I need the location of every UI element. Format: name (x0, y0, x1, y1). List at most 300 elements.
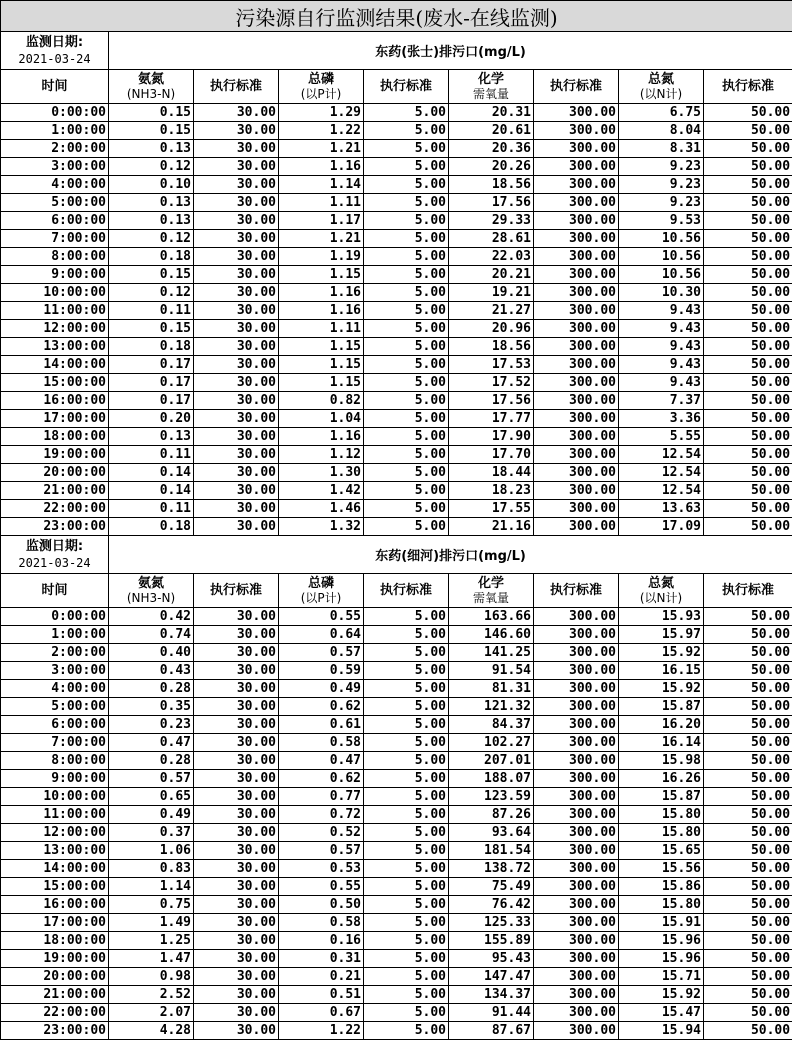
cell-cod: 95.43 (449, 950, 534, 968)
cell-cod-standard: 300.00 (534, 392, 619, 410)
cell-tp: 1.14 (279, 176, 364, 194)
cell-cod-standard: 300.00 (534, 500, 619, 518)
cell-tp: 0.47 (279, 752, 364, 770)
cell-nh3n: 0.17 (109, 356, 194, 374)
cell-nh3n: 0.18 (109, 338, 194, 356)
cell-tn: 16.14 (619, 734, 704, 752)
cell-tp-standard: 5.00 (364, 986, 449, 1004)
column-header-row (1, 70, 792, 104)
cell-tp-standard: 5.00 (364, 446, 449, 464)
cell-tn-standard: 50.00 (704, 248, 792, 266)
cell-cod-standard: 300.00 (534, 662, 619, 680)
cell-cod-standard: 300.00 (534, 428, 619, 446)
table-row (1, 176, 792, 194)
cell-cod: 18.56 (449, 338, 534, 356)
cell-tp-standard: 5.00 (364, 644, 449, 662)
cell-tn: 15.96 (619, 950, 704, 968)
cell-nh3n-standard: 30.00 (194, 698, 279, 716)
column-header-nh3n (109, 574, 194, 608)
column-header-tn-standard (704, 70, 792, 104)
cell-tp-standard: 5.00 (364, 662, 449, 680)
cell-tn-standard: 50.00 (704, 626, 792, 644)
cell-tp: 1.46 (279, 500, 364, 518)
cell-tp: 1.11 (279, 320, 364, 338)
column-header-line1: 氨氮 (137, 71, 164, 87)
cell-nh3n: 0.28 (109, 752, 194, 770)
cell-tn-standard: 50.00 (704, 644, 792, 662)
cell-nh3n-standard: 30.00 (194, 230, 279, 248)
monitoring-date-value: 2021-03-24 (18, 51, 91, 66)
table-row (1, 1004, 792, 1022)
cell-cod: 91.44 (449, 1004, 534, 1022)
cell-tp-standard: 5.00 (364, 212, 449, 230)
cell-tn: 9.43 (619, 374, 704, 392)
cell-nh3n: 0.13 (109, 140, 194, 158)
cell-cod: 20.36 (449, 140, 534, 158)
cell-tn-standard: 50.00 (704, 104, 792, 122)
cell-tn-standard: 50.00 (704, 770, 792, 788)
cell-tp: 1.16 (279, 302, 364, 320)
cell-tn: 8.04 (619, 122, 704, 140)
cell-nh3n-standard: 30.00 (194, 1022, 279, 1040)
cell-nh3n: 0.12 (109, 158, 194, 176)
table-row (1, 356, 792, 374)
table-row (1, 860, 792, 878)
cell-nh3n-standard: 30.00 (194, 500, 279, 518)
table-row (1, 230, 792, 248)
cell-time: 12:00:00 (1, 824, 109, 842)
cell-time: 12:00:00 (1, 320, 109, 338)
cell-nh3n-standard: 30.00 (194, 878, 279, 896)
cell-nh3n: 0.11 (109, 446, 194, 464)
cell-tp: 1.15 (279, 374, 364, 392)
table-row (1, 878, 792, 896)
cell-tp: 0.50 (279, 896, 364, 914)
column-header-tp-standard (364, 70, 449, 104)
cell-time: 1:00:00 (1, 122, 109, 140)
cell-nh3n-standard: 30.00 (194, 266, 279, 284)
cell-time: 21:00:00 (1, 482, 109, 500)
cell-cod-standard: 300.00 (534, 716, 619, 734)
cell-nh3n: 0.13 (109, 428, 194, 446)
table-row (1, 698, 792, 716)
cell-tn-standard: 50.00 (704, 266, 792, 284)
table-row (1, 608, 792, 626)
cell-tp: 1.15 (279, 338, 364, 356)
cell-tp-standard: 5.00 (364, 896, 449, 914)
cell-tp: 0.64 (279, 626, 364, 644)
cell-tp: 0.58 (279, 914, 364, 932)
cell-nh3n: 0.14 (109, 464, 194, 482)
table-row (1, 626, 792, 644)
column-header-tn-standard (704, 574, 792, 608)
cell-tn-standard: 50.00 (704, 500, 792, 518)
column-header-nh3n-standard (194, 70, 279, 104)
cell-time: 15:00:00 (1, 374, 109, 392)
cell-cod: 134.37 (449, 986, 534, 1004)
cell-cod-standard: 300.00 (534, 860, 619, 878)
cell-tp-standard: 5.00 (364, 878, 449, 896)
cell-nh3n-standard: 30.00 (194, 320, 279, 338)
cell-tn-standard: 50.00 (704, 950, 792, 968)
table-row (1, 284, 792, 302)
table-row (1, 644, 792, 662)
table-row (1, 122, 792, 140)
cell-cod-standard: 300.00 (534, 806, 619, 824)
cell-tn-standard: 50.00 (704, 518, 792, 536)
table-row (1, 932, 792, 950)
cell-nh3n-standard: 30.00 (194, 716, 279, 734)
cell-cod-standard: 300.00 (534, 932, 619, 950)
column-header-line1: 执行标准 (722, 78, 775, 94)
table-row (1, 428, 792, 446)
cell-tn: 15.92 (619, 986, 704, 1004)
cell-tn-standard: 50.00 (704, 824, 792, 842)
cell-tn: 5.55 (619, 428, 704, 446)
column-header-line2: 需氧量 (472, 590, 509, 605)
cell-nh3n: 0.12 (109, 230, 194, 248)
column-header-line1: 氨氮 (137, 575, 164, 591)
cell-tn: 9.43 (619, 338, 704, 356)
cell-cod-standard: 300.00 (534, 248, 619, 266)
cell-tp: 1.16 (279, 284, 364, 302)
cell-tn: 15.80 (619, 824, 704, 842)
cell-tp-standard: 5.00 (364, 194, 449, 212)
cell-time: 22:00:00 (1, 1004, 109, 1022)
cell-tp: 0.16 (279, 932, 364, 950)
cell-nh3n: 0.14 (109, 482, 194, 500)
cell-cod-standard: 300.00 (534, 356, 619, 374)
cell-cod-standard: 300.00 (534, 752, 619, 770)
cell-cod: 17.55 (449, 500, 534, 518)
table-row (1, 788, 792, 806)
cell-cod: 121.32 (449, 698, 534, 716)
cell-cod-standard: 300.00 (534, 464, 619, 482)
cell-tp-standard: 5.00 (364, 788, 449, 806)
cell-tp: 1.22 (279, 1022, 364, 1040)
cell-time: 11:00:00 (1, 806, 109, 824)
column-header-line1: 执行标准 (379, 582, 432, 598)
cell-nh3n: 0.10 (109, 176, 194, 194)
cell-tn: 9.43 (619, 320, 704, 338)
table-row (1, 374, 792, 392)
cell-tp: 1.32 (279, 518, 364, 536)
cell-tn-standard: 50.00 (704, 410, 792, 428)
cell-time: 14:00:00 (1, 356, 109, 374)
cell-cod-standard: 300.00 (534, 176, 619, 194)
cell-cod: 18.44 (449, 464, 534, 482)
column-header-tn (619, 574, 704, 608)
cell-time: 20:00:00 (1, 968, 109, 986)
cell-time: 13:00:00 (1, 338, 109, 356)
cell-tn-standard: 50.00 (704, 392, 792, 410)
cell-nh3n: 1.25 (109, 932, 194, 950)
cell-tn-standard: 50.00 (704, 932, 792, 950)
monitoring-date (1, 536, 109, 574)
cell-time: 8:00:00 (1, 248, 109, 266)
cell-nh3n-standard: 30.00 (194, 788, 279, 806)
table-row (1, 986, 792, 1004)
monitoring-date-label: 监测日期: (25, 538, 84, 554)
cell-tn: 10.56 (619, 248, 704, 266)
cell-tp-standard: 5.00 (364, 230, 449, 248)
cell-tn-standard: 50.00 (704, 680, 792, 698)
cell-tn-standard: 50.00 (704, 428, 792, 446)
cell-nh3n-standard: 30.00 (194, 446, 279, 464)
cell-tn: 13.63 (619, 500, 704, 518)
cell-tp: 0.82 (279, 392, 364, 410)
cell-tp-standard: 5.00 (364, 410, 449, 428)
cell-nh3n-standard: 30.00 (194, 482, 279, 500)
cell-tp: 0.62 (279, 770, 364, 788)
table-row (1, 518, 792, 536)
cell-cod-standard: 300.00 (534, 986, 619, 1004)
column-header-line2: (以N计) (639, 590, 683, 605)
cell-tp: 1.30 (279, 464, 364, 482)
cell-time: 19:00:00 (1, 950, 109, 968)
cell-nh3n-standard: 30.00 (194, 302, 279, 320)
cell-time: 21:00:00 (1, 986, 109, 1004)
cell-time: 15:00:00 (1, 878, 109, 896)
cell-nh3n: 0.83 (109, 860, 194, 878)
cell-time: 2:00:00 (1, 644, 109, 662)
cell-nh3n: 0.75 (109, 896, 194, 914)
cell-tn-standard: 50.00 (704, 194, 792, 212)
cell-tn-standard: 50.00 (704, 374, 792, 392)
cell-tp: 0.49 (279, 680, 364, 698)
table-row (1, 194, 792, 212)
cell-cod-standard: 300.00 (534, 1004, 619, 1022)
cell-tn: 15.98 (619, 752, 704, 770)
cell-nh3n-standard: 30.00 (194, 338, 279, 356)
cell-nh3n: 0.23 (109, 716, 194, 734)
cell-tp-standard: 5.00 (364, 266, 449, 284)
cell-cod-standard: 300.00 (534, 302, 619, 320)
column-header-nh3n (109, 70, 194, 104)
cell-cod: 22.03 (449, 248, 534, 266)
cell-cod-standard: 300.00 (534, 320, 619, 338)
cell-cod-standard: 300.00 (534, 140, 619, 158)
cell-tn-standard: 50.00 (704, 662, 792, 680)
cell-cod-standard: 300.00 (534, 878, 619, 896)
cell-tn: 8.31 (619, 140, 704, 158)
cell-cod-standard: 300.00 (534, 698, 619, 716)
cell-tp-standard: 5.00 (364, 284, 449, 302)
cell-nh3n-standard: 30.00 (194, 914, 279, 932)
section-info-row (1, 536, 792, 574)
cell-cod: 17.56 (449, 392, 534, 410)
cell-nh3n: 0.15 (109, 320, 194, 338)
cell-tp: 1.15 (279, 266, 364, 284)
cell-tp-standard: 5.00 (364, 734, 449, 752)
cell-cod-standard: 300.00 (534, 266, 619, 284)
cell-tp: 1.19 (279, 248, 364, 266)
cell-nh3n: 0.15 (109, 266, 194, 284)
cell-tn-standard: 50.00 (704, 734, 792, 752)
cell-cod: 75.49 (449, 878, 534, 896)
cell-nh3n-standard: 30.00 (194, 968, 279, 986)
cell-nh3n-standard: 30.00 (194, 842, 279, 860)
column-header-line1: 执行标准 (549, 582, 602, 598)
cell-tp: 1.12 (279, 446, 364, 464)
cell-tn-standard: 50.00 (704, 716, 792, 734)
cell-tp-standard: 5.00 (364, 104, 449, 122)
cell-time: 20:00:00 (1, 464, 109, 482)
cell-time: 5:00:00 (1, 194, 109, 212)
cell-tp: 0.55 (279, 878, 364, 896)
cell-tn-standard: 50.00 (704, 806, 792, 824)
table-row (1, 104, 792, 122)
cell-tn: 15.47 (619, 1004, 704, 1022)
cell-time: 3:00:00 (1, 158, 109, 176)
cell-time: 7:00:00 (1, 230, 109, 248)
cell-tp: 1.42 (279, 482, 364, 500)
cell-nh3n-standard: 30.00 (194, 428, 279, 446)
cell-nh3n: 0.49 (109, 806, 194, 824)
cell-nh3n-standard: 30.00 (194, 104, 279, 122)
cell-tn-standard: 50.00 (704, 986, 792, 1004)
cell-tn-standard: 50.00 (704, 608, 792, 626)
table-row (1, 716, 792, 734)
cell-tn-standard: 50.00 (704, 788, 792, 806)
cell-cod-standard: 300.00 (534, 950, 619, 968)
cell-time: 18:00:00 (1, 932, 109, 950)
cell-tn: 12.54 (619, 464, 704, 482)
cell-tp-standard: 5.00 (364, 392, 449, 410)
cell-tp: 0.51 (279, 986, 364, 1004)
column-header-line1: 总磷 (307, 575, 334, 591)
cell-nh3n: 0.13 (109, 194, 194, 212)
cell-cod-standard: 300.00 (534, 518, 619, 536)
table-row (1, 338, 792, 356)
cell-tn-standard: 50.00 (704, 896, 792, 914)
cell-cod: 181.54 (449, 842, 534, 860)
table-row (1, 446, 792, 464)
cell-cod: 20.26 (449, 158, 534, 176)
cell-nh3n-standard: 30.00 (194, 176, 279, 194)
cell-tn: 15.94 (619, 1022, 704, 1040)
cell-time: 6:00:00 (1, 716, 109, 734)
cell-tn-standard: 50.00 (704, 212, 792, 230)
cell-tn: 10.56 (619, 230, 704, 248)
column-header-cod-standard (534, 70, 619, 104)
cell-nh3n-standard: 30.00 (194, 158, 279, 176)
table-row (1, 248, 792, 266)
cell-cod: 17.56 (449, 194, 534, 212)
column-header-line1: 总氮 (647, 71, 674, 87)
table-row (1, 968, 792, 986)
cell-tp: 1.29 (279, 104, 364, 122)
cell-tp: 0.55 (279, 608, 364, 626)
cell-cod: 20.96 (449, 320, 534, 338)
cell-tn-standard: 50.00 (704, 464, 792, 482)
cell-cod-standard: 300.00 (534, 194, 619, 212)
cell-cod-standard: 300.00 (534, 1022, 619, 1040)
cell-nh3n-standard: 30.00 (194, 860, 279, 878)
table-row (1, 266, 792, 284)
column-header-line2: (NH3-N) (126, 590, 176, 605)
cell-tp-standard: 5.00 (364, 248, 449, 266)
cell-nh3n: 0.47 (109, 734, 194, 752)
cell-tn: 15.92 (619, 680, 704, 698)
cell-cod-standard: 300.00 (534, 158, 619, 176)
cell-tp-standard: 5.00 (364, 428, 449, 446)
cell-nh3n: 0.18 (109, 248, 194, 266)
column-header-line1: 执行标准 (209, 582, 262, 598)
cell-tp-standard: 5.00 (364, 752, 449, 770)
column-header-line1: 化学 (477, 575, 504, 591)
cell-cod: 29.33 (449, 212, 534, 230)
cell-time: 10:00:00 (1, 284, 109, 302)
cell-tp-standard: 5.00 (364, 680, 449, 698)
cell-tp-standard: 5.00 (364, 500, 449, 518)
cell-tp: 0.77 (279, 788, 364, 806)
cell-cod: 141.25 (449, 644, 534, 662)
cell-nh3n-standard: 30.00 (194, 374, 279, 392)
cell-nh3n-standard: 30.00 (194, 986, 279, 1004)
cell-time: 0:00:00 (1, 608, 109, 626)
cell-tp-standard: 5.00 (364, 356, 449, 374)
cell-tp-standard: 5.00 (364, 914, 449, 932)
cell-nh3n-standard: 30.00 (194, 626, 279, 644)
cell-time: 9:00:00 (1, 266, 109, 284)
cell-tn-standard: 50.00 (704, 482, 792, 500)
cell-nh3n-standard: 30.00 (194, 950, 279, 968)
cell-nh3n: 0.17 (109, 374, 194, 392)
cell-tp-standard: 5.00 (364, 482, 449, 500)
cell-tn: 6.75 (619, 104, 704, 122)
cell-tp: 0.59 (279, 662, 364, 680)
cell-time: 1:00:00 (1, 626, 109, 644)
cell-tp-standard: 5.00 (364, 842, 449, 860)
cell-tn: 15.96 (619, 932, 704, 950)
cell-nh3n-standard: 30.00 (194, 770, 279, 788)
cell-nh3n: 2.52 (109, 986, 194, 1004)
column-header-line2: (NH3-N) (126, 86, 176, 101)
cell-tn-standard: 50.00 (704, 968, 792, 986)
cell-cod-standard: 300.00 (534, 644, 619, 662)
cell-tp-standard: 5.00 (364, 320, 449, 338)
cell-nh3n: 1.47 (109, 950, 194, 968)
cell-nh3n: 0.20 (109, 410, 194, 428)
cell-nh3n: 0.43 (109, 662, 194, 680)
cell-cod: 17.90 (449, 428, 534, 446)
cell-nh3n: 0.18 (109, 518, 194, 536)
cell-cod: 20.61 (449, 122, 534, 140)
column-header-tp (279, 574, 364, 608)
cell-cod: 18.23 (449, 482, 534, 500)
cell-cod-standard: 300.00 (534, 680, 619, 698)
table-row (1, 752, 792, 770)
monitoring-date-label: 监测日期: (25, 34, 84, 50)
cell-tp-standard: 5.00 (364, 770, 449, 788)
cell-cod-standard: 300.00 (534, 482, 619, 500)
monitoring-date-value: 2021-03-24 (18, 555, 91, 570)
cell-tp: 0.57 (279, 842, 364, 860)
cell-nh3n: 0.15 (109, 122, 194, 140)
cell-tp: 1.21 (279, 140, 364, 158)
cell-tn: 15.86 (619, 878, 704, 896)
outlet-name: 东药(张士)排污口(mg/L) (109, 32, 792, 70)
cell-cod: 93.64 (449, 824, 534, 842)
cell-cod: 125.33 (449, 914, 534, 932)
cell-tp-standard: 5.00 (364, 698, 449, 716)
cell-nh3n-standard: 30.00 (194, 644, 279, 662)
table-row (1, 662, 792, 680)
column-header-line1: 执行标准 (722, 582, 775, 598)
cell-cod: 81.31 (449, 680, 534, 698)
cell-tp: 0.21 (279, 968, 364, 986)
